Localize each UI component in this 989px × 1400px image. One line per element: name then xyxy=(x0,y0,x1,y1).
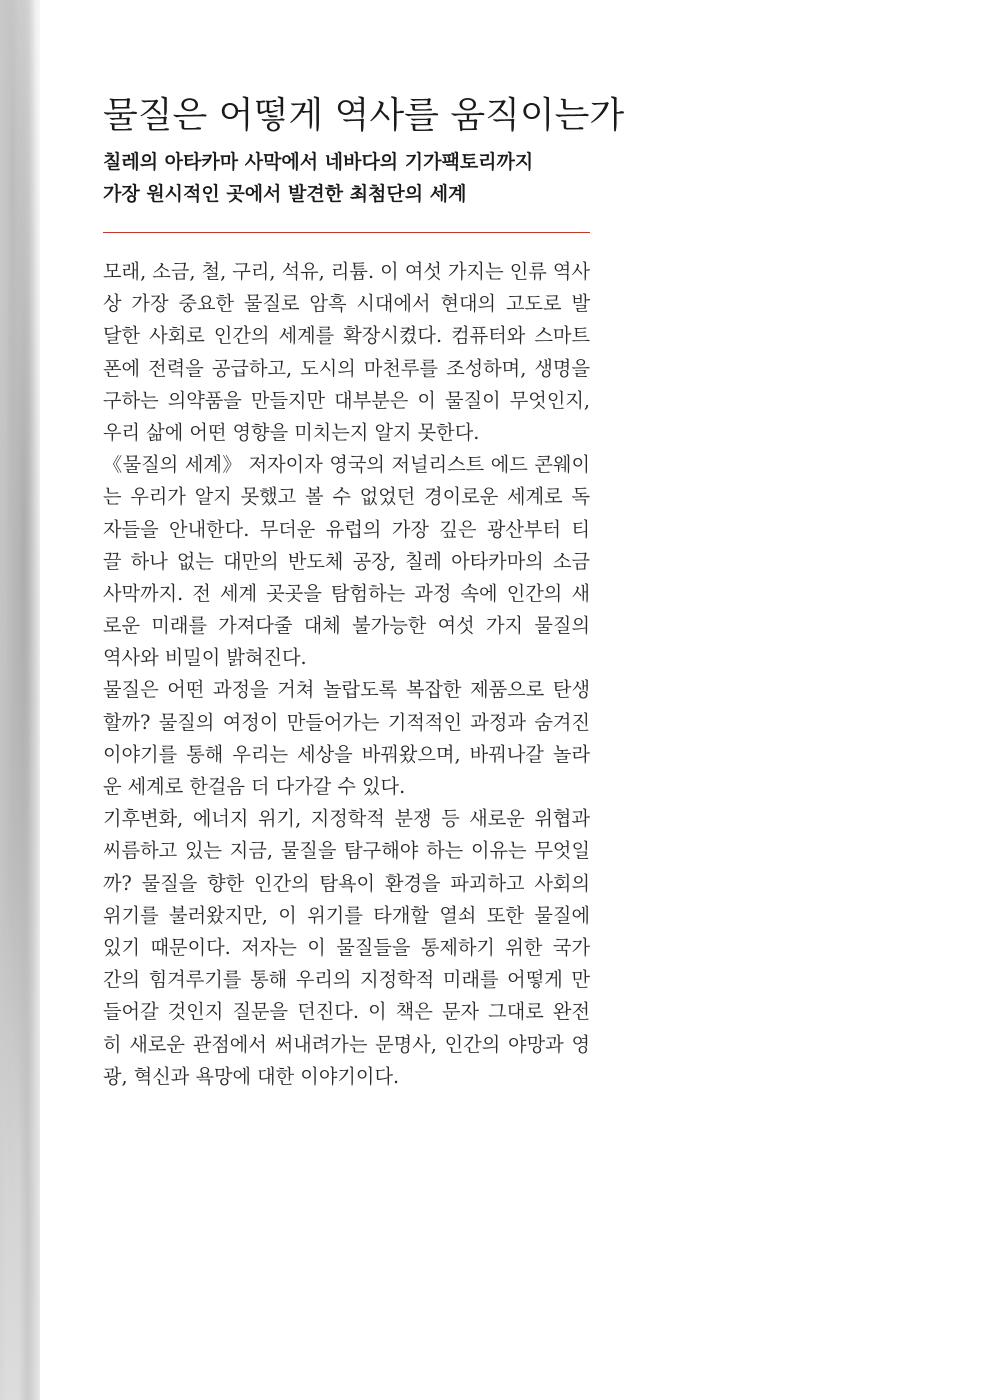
subtitle xyxy=(103,146,623,210)
text-line: 《물질의 세계》 저자이자 영국의 저널리스트 에드 콘웨이 xyxy=(103,453,590,477)
title-divider xyxy=(103,232,590,233)
text-line: 자들을 안내한다. 무더운 유럽의 가장 깊은 광산부터 티 xyxy=(103,517,590,541)
text-line: 광, 혁신과 욕망에 대한 이야기이다. xyxy=(103,1064,400,1088)
subtitle-line: 칠레의 아타카마 사막에서 네바다의 기가팩토리까지 xyxy=(103,151,534,173)
paragraph xyxy=(103,256,590,449)
text-line: 까? 물질을 향한 인간의 탐욕이 환경을 파괴하고 사회의 xyxy=(103,871,590,895)
text-line: 씨름하고 있는 지금, 물질을 탐구해야 하는 이유는 무엇일 xyxy=(103,839,590,863)
text-line: 운 세계로 한걸음 더 다가갈 수 있다. xyxy=(103,775,406,798)
text-line: 할까? 물질의 여정이 만들어가는 기적적인 과정과 숨겨진 xyxy=(103,710,590,734)
page-title: 물질은 어떻게 역사를 움직이는가 xyxy=(103,95,625,136)
text-line: 는 우리가 알지 못했고 볼 수 없었던 경이로운 세계로 독 xyxy=(103,485,590,509)
text-line: 사막까지. 전 세계 곳곳을 탐험하는 과정 속에 인간의 새 xyxy=(103,581,590,605)
text-line: 역사와 비밀이 밝혀진다. xyxy=(103,646,307,670)
decorative-image-strip xyxy=(0,0,40,1400)
text-line: 들어갈 것인지 질문을 던진다. 이 책은 문자 그대로 완전 xyxy=(103,1000,590,1024)
text-line: 우리 삶에 어떤 영향을 미치는지 알지 못한다. xyxy=(103,420,480,444)
subtitle-line: 가장 원시적인 곳에서 발견한 최첨단의 세계 xyxy=(103,183,467,205)
text-line: 로운 미래를 가져다줄 대체 불가능한 여섯 가지 물질의 xyxy=(103,614,590,638)
text-line: 폰에 전력을 공급하고, 도시의 마천루를 조성하며, 생명을 xyxy=(103,356,590,380)
text-line: 간의 힘겨루기를 통해 우리의 지정학적 미래를 어떻게 만 xyxy=(103,968,590,992)
paragraph xyxy=(103,803,590,1093)
text-line: 히 새로운 관점에서 써내려가는 문명사, 인간의 야망과 영 xyxy=(103,1032,590,1056)
paragraph xyxy=(103,449,590,674)
paragraph xyxy=(103,674,590,803)
text-line: 물질은 어떤 과정을 거쳐 놀랍도록 복잡한 제품으로 탄생 xyxy=(103,678,590,702)
text-line: 상 가장 중요한 물질로 암흑 시대에서 현대의 고도로 발 xyxy=(103,292,590,316)
text-line: 이야기를 통해 우리는 세상을 바꿔왔으며, 바꿔나갈 놀라 xyxy=(103,742,590,766)
text-line: 구하는 의약품을 만들지만 대부분은 이 물질이 무엇인지, xyxy=(103,388,590,412)
body-text xyxy=(103,256,590,1093)
text-line: 위기를 불러왔지만, 이 위기를 타개할 열쇠 또한 물질에 xyxy=(103,903,590,927)
text-line: 기후변화, 에너지 위기, 지정학적 분쟁 등 새로운 위협과 xyxy=(103,807,590,831)
text-line: 있기 때문이다. 저자는 이 물질들을 통제하기 위한 국가 xyxy=(103,935,590,959)
text-line: 모래, 소금, 철, 구리, 석유, 리튬. 이 여섯 가지는 인류 역사 xyxy=(103,260,590,283)
text-line: 끌 하나 없는 대만의 반도체 공장, 칠레 아타카마의 소금 xyxy=(103,549,590,573)
text-line: 달한 사회로 인간의 세계를 확장시켰다. 컴퓨터와 스마트 xyxy=(103,324,590,348)
